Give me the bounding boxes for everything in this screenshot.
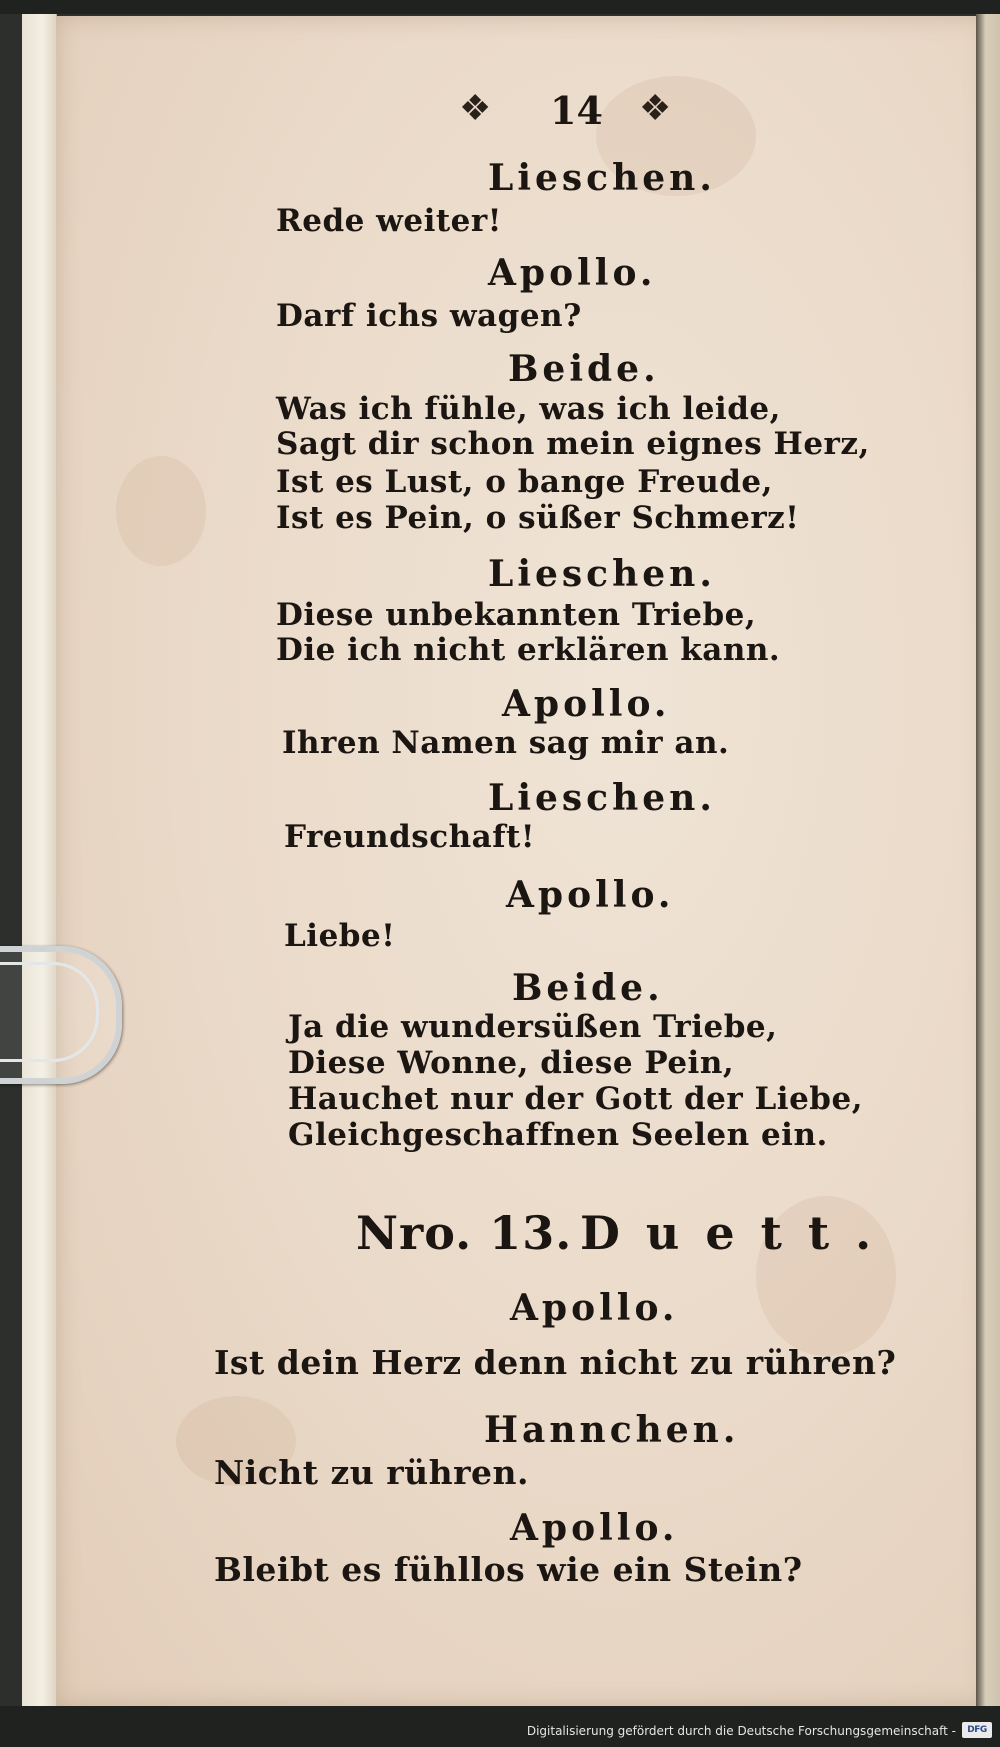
speaker-label: Apollo. xyxy=(510,1507,679,1549)
verse-line: Diese Wonne, diese Pein, xyxy=(288,1045,735,1081)
verse-line: Ist es Lust, o bange Freude, xyxy=(276,464,773,500)
speaker-label: Lieschen. xyxy=(488,777,716,819)
verse-line: Die ich nicht erklären kann. xyxy=(276,632,781,668)
verse-line: Liebe! xyxy=(284,918,396,954)
page-edge-right xyxy=(976,14,1000,1706)
speaker-label: Hannchen. xyxy=(484,1409,740,1451)
verse-line: Hauchet nur der Gott der Liebe, xyxy=(288,1081,863,1117)
speaker-label: Beide. xyxy=(508,348,660,390)
paper-clip-inner xyxy=(0,962,99,1062)
speaker-label: Lieschen. xyxy=(488,157,716,199)
verse-line: Freundschaft! xyxy=(284,819,535,855)
speaker-label: Apollo. xyxy=(502,683,671,725)
speaker-label: Apollo. xyxy=(488,252,657,294)
ornament-left-icon: ❖ xyxy=(459,88,492,129)
verse-line: Ihren Namen sag mir an. xyxy=(282,725,730,761)
ornament-right-icon: ❖ xyxy=(639,88,672,129)
verse-line: Was ich fühle, was ich leide, xyxy=(276,391,781,427)
dfg-logo-icon: DFG xyxy=(962,1722,992,1738)
verse-line: Rede weiter! xyxy=(276,203,502,239)
verse-line: Gleichgeschaffnen Seelen ein. xyxy=(288,1117,828,1153)
verse-line: Darf ichs wagen? xyxy=(276,298,582,334)
speaker-label: Apollo. xyxy=(506,874,675,916)
verse-line: Ist dein Herz denn nicht zu rühren? xyxy=(214,1343,897,1382)
paper-stain xyxy=(116,456,206,566)
page-edge-left xyxy=(22,14,57,1706)
speaker-label: Apollo. xyxy=(510,1287,679,1329)
section-number: Nro. 13. xyxy=(356,1206,573,1260)
verse-line: Ja die wundersüßen Triebe, xyxy=(288,1009,778,1045)
verse-line: Bleibt es fühllos wie ein Stein? xyxy=(214,1550,803,1589)
verse-line: Diese unbekannten Triebe, xyxy=(276,597,757,633)
digitization-credit: Digitalisierung gefördert durch die Deutsche Forschungsgemeinschaft - xyxy=(526,1724,956,1738)
speaker-label: Lieschen. xyxy=(488,553,716,595)
section-title: Duett. xyxy=(580,1206,898,1260)
verse-line: Ist es Pein, o süßer Schmerz! xyxy=(276,500,800,536)
page-number: 14 xyxy=(550,88,603,133)
verse-line: Sagt dir schon mein eignes Herz, xyxy=(276,426,870,462)
speaker-label: Beide. xyxy=(512,967,664,1009)
verse-line: Nicht zu rühren. xyxy=(214,1453,529,1492)
scan-border-top xyxy=(0,0,1000,14)
